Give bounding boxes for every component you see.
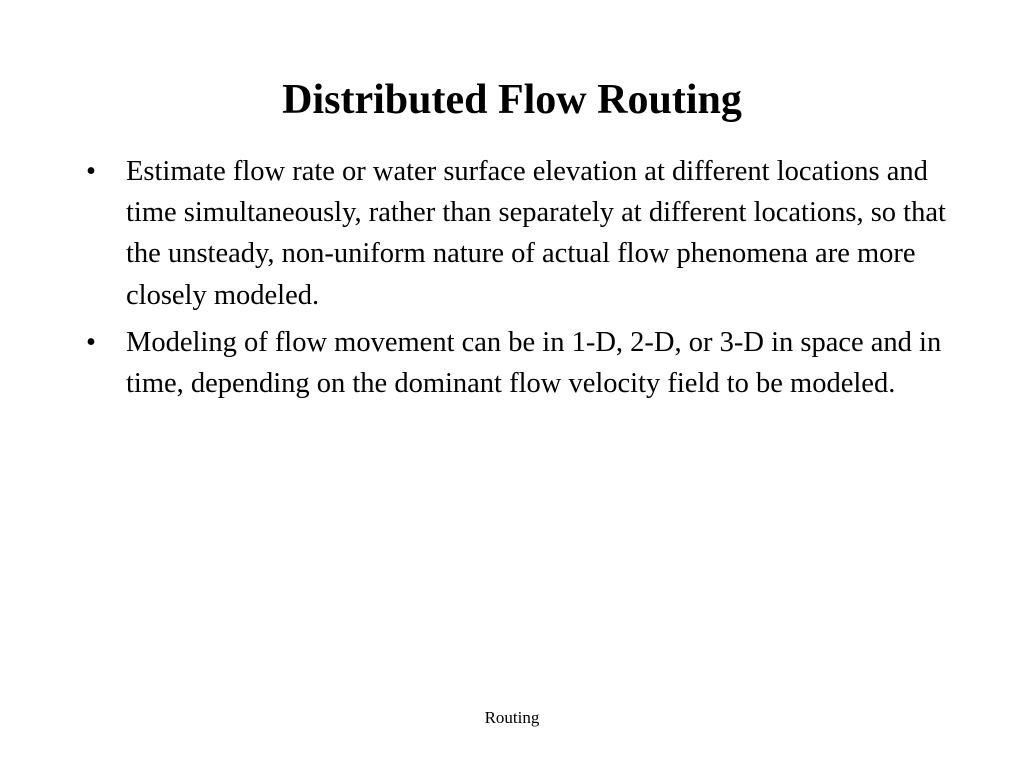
bullet-item — [86, 322, 966, 404]
bullet-dot-icon: • — [86, 156, 96, 187]
slide-footer: Routing — [484, 708, 540, 727]
bullet-list — [86, 151, 966, 410]
bullet-item — [86, 151, 966, 316]
bullet-dot-icon: • — [86, 326, 96, 358]
bullet-text: Estimate flow rate or water surface elevation at different locations and time simultaneously, rather than separately at different locations, so that the unsteady, non-uniform nature of actual flow phenomena are more closely modeled. — [126, 156, 946, 311]
slide-title: Distributed Flow Routing — [282, 77, 742, 123]
bullet-text: Modeling of flow movement can be in 1-D, 2-D, or 3-D in space and in time, depending on the dominant flow velocity field to be modeled. — [126, 326, 942, 400]
